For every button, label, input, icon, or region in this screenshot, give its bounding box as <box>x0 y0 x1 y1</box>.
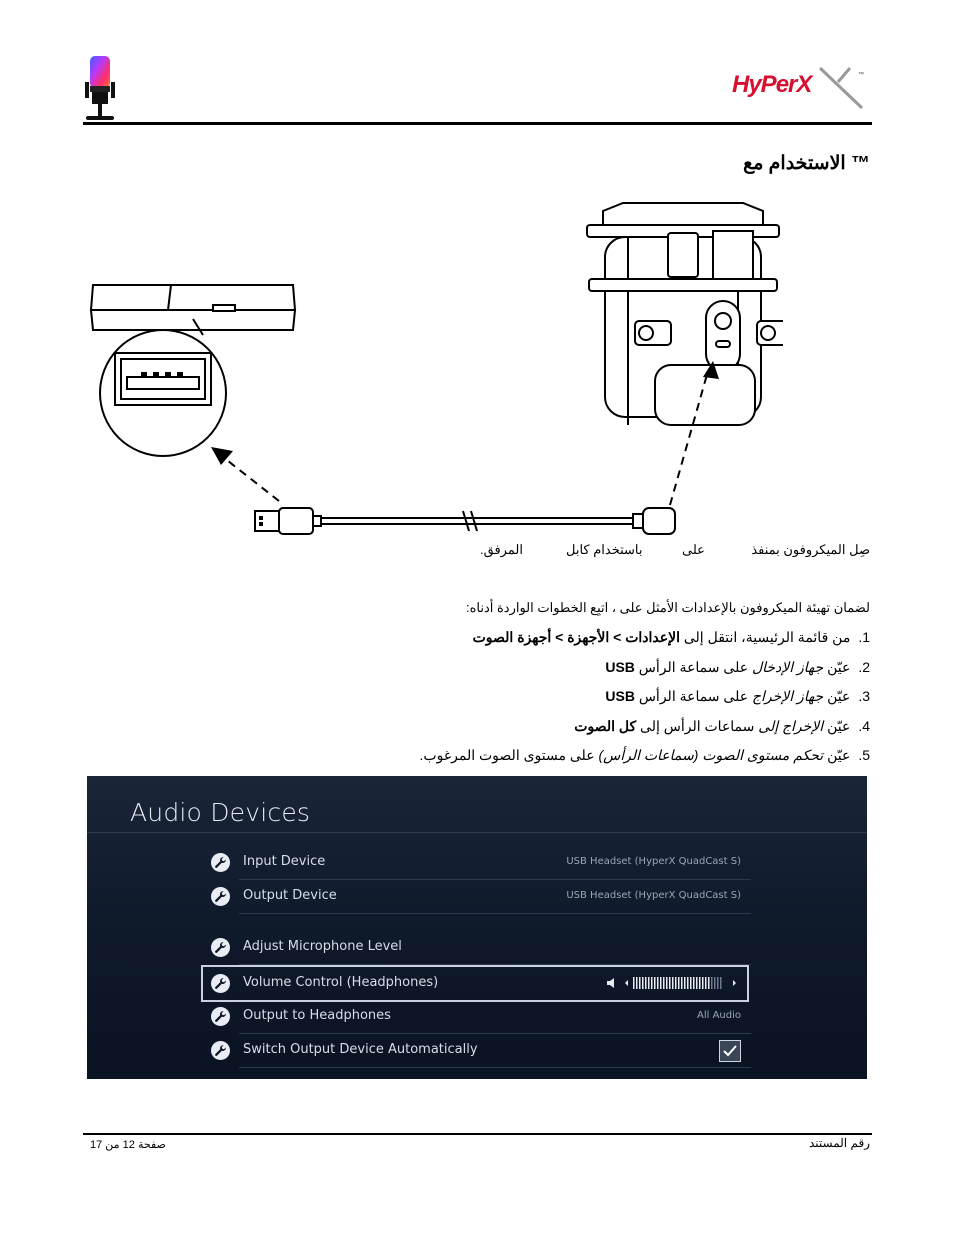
row-separator <box>239 913 751 914</box>
step-3 <box>605 688 870 705</box>
ps-row-output-device[interactable] <box>203 880 751 914</box>
step-text: الإخراج إلى <box>758 718 824 734</box>
step-number: 2. <box>858 659 870 675</box>
step-text: الإعدادات > الأجهزة > أجهزة الصوت <box>472 629 680 645</box>
step-text: كل الصوت <box>574 718 637 734</box>
step-5 <box>420 747 870 764</box>
step-text: على سماعة الرأس <box>634 659 752 675</box>
usb-port-zoom-icon <box>100 319 226 456</box>
step-text: USB <box>605 688 635 704</box>
step-text: تحكم مستوى الصوت (سماعات الرأس) <box>598 747 824 763</box>
ps-row-switch-output-auto[interactable] <box>203 1034 751 1068</box>
row-separator <box>239 1067 751 1068</box>
diagram-caption-1: صِل الميكروفون بمنفذ <box>751 542 870 557</box>
ps-row-label: Volume Control (Headphones) <box>243 975 439 990</box>
diagram-caption-3: باستخدام كابل <box>566 542 643 557</box>
quadcast-mic-icon <box>80 50 120 131</box>
ps-row-value: USB Headset (HyperX QuadCast S) <box>566 856 741 867</box>
auto-switch-checkbox[interactable] <box>719 1040 741 1062</box>
svg-text:HyPerX: HyPerX <box>732 71 812 98</box>
step-text: USB <box>605 659 635 675</box>
ps-row-volume-control[interactable] <box>201 965 749 1002</box>
step-number: 1. <box>858 629 870 645</box>
ps-title: Audio Devices <box>130 798 311 827</box>
ps-row-label: Adjust Microphone Level <box>243 939 402 954</box>
wrench-icon <box>211 887 230 906</box>
ps-row-label: Input Device <box>243 854 326 869</box>
step-text: عيّن <box>823 688 851 704</box>
step-number: 4. <box>858 718 870 734</box>
diagram-caption-4: المرفق. <box>480 542 523 557</box>
wrench-icon <box>211 974 230 993</box>
step-text: على مستوى الصوت المرغوب. <box>419 747 599 763</box>
step-text: عيّن <box>823 659 851 675</box>
ps-row-output-to-headphones[interactable] <box>203 1000 751 1034</box>
step-text: سماعات الرأس إلى <box>636 718 759 734</box>
step-number: 3. <box>858 688 870 704</box>
step-2 <box>605 659 870 676</box>
step-text: الرئيسية، انتقل إلى <box>679 629 794 645</box>
svg-text:™: ™ <box>858 72 864 78</box>
wrench-icon <box>211 1041 230 1060</box>
step-text: جهاز الإخراج <box>751 688 824 704</box>
footer-document-number: رقم المستند <box>808 1136 870 1150</box>
intro-text: لضمان تهيئة الميكروفون بالإعدادات الأمثل على ، اتبِع الخطوات الواردة أدناه: <box>465 600 870 615</box>
ps-row-label: Output to Headphones <box>243 1008 391 1023</box>
wrench-icon <box>211 938 230 957</box>
volume-slider[interactable] <box>605 973 741 993</box>
ps-row-label: Switch Output Device Automatically <box>243 1042 478 1057</box>
diagram-caption-2: على <box>682 542 705 557</box>
ps4-console-icon <box>91 285 295 330</box>
ps-row-value: USB Headset (HyperX QuadCast S) <box>566 890 741 901</box>
step-text: عيّن <box>823 747 851 763</box>
ps-row-input-device[interactable] <box>203 846 751 880</box>
step-text: على سماعة الرأس <box>634 688 752 704</box>
step-4 <box>574 718 870 735</box>
hyperx-logo <box>728 64 868 115</box>
step-text: من قائمة <box>793 629 851 645</box>
microphone-base-icon <box>587 203 783 425</box>
header-rule <box>83 122 872 125</box>
step-text: جهاز الإدخال <box>751 659 824 675</box>
connection-diagram <box>83 195 783 540</box>
ps-row-value: All Audio <box>697 1010 741 1021</box>
wrench-icon <box>211 853 230 872</box>
footer-rule <box>83 1133 872 1135</box>
step-text: عيّن <box>823 718 851 734</box>
usb-cable-icon <box>255 508 675 534</box>
step-1 <box>473 629 870 646</box>
ps-row-adjust-mic-level[interactable] <box>203 931 751 965</box>
ps-row-label: Output Device <box>243 888 337 903</box>
wrench-icon <box>211 1007 230 1026</box>
page-heading: ™ الاستخدام مع <box>743 153 870 174</box>
footer-page-number: صفحة 12 من 17 <box>90 1139 166 1151</box>
step-number: 5. <box>858 747 870 763</box>
ps4-audio-devices-screenshot <box>87 776 867 1079</box>
